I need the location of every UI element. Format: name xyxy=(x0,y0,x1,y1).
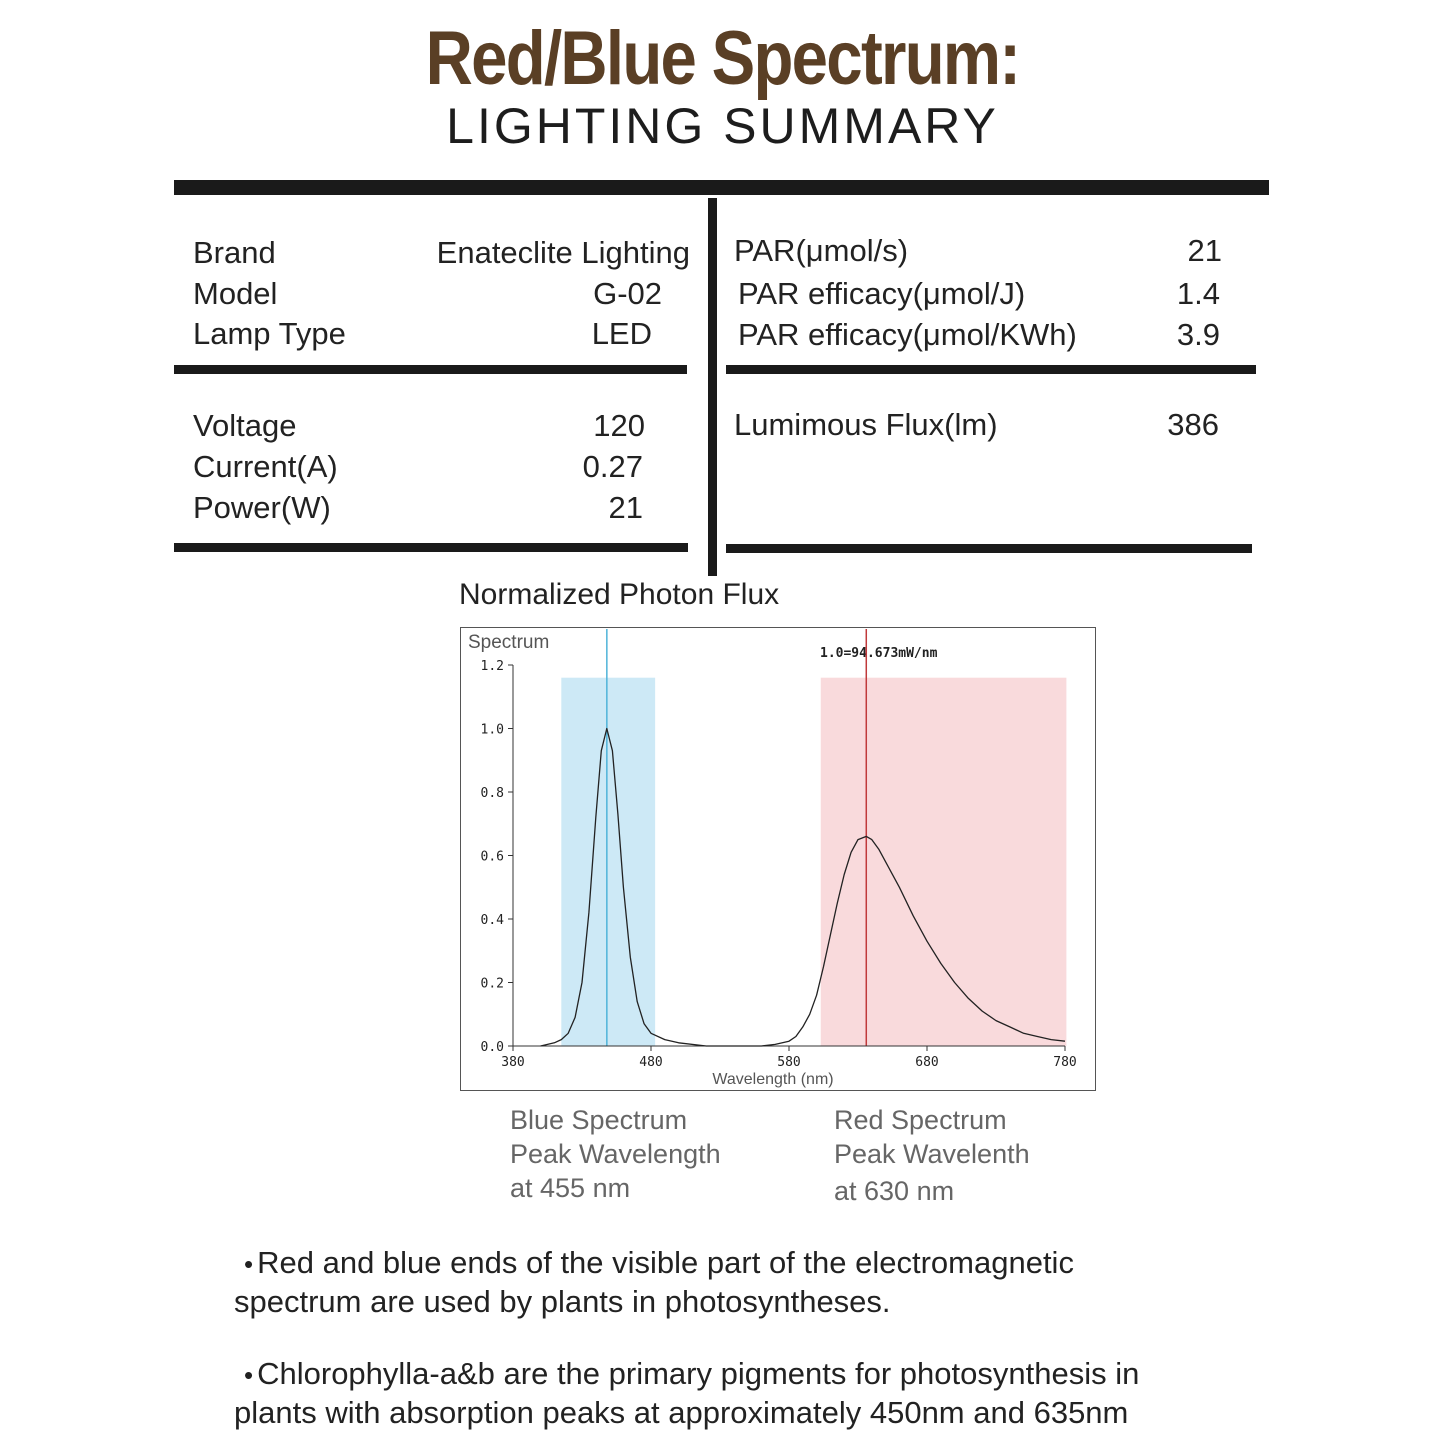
bullet-text: plants with absorption peaks at approximately 450nm and 635nm xyxy=(234,1395,1129,1430)
bullet-item xyxy=(234,1244,1244,1321)
x-tick-label: 680 xyxy=(915,1055,939,1070)
spec-value: 0.27 xyxy=(582,449,643,484)
spec-value: LED xyxy=(591,316,652,351)
x-tick-label: 380 xyxy=(501,1055,525,1070)
left-mid-rule xyxy=(174,365,687,374)
x-tick-label: 480 xyxy=(639,1055,663,1070)
red-caption-line: Red Spectrum xyxy=(834,1105,1007,1135)
spec-label: Voltage xyxy=(193,408,297,443)
spec-label: PAR efficacy(μmol/J) xyxy=(738,276,1026,311)
spec-label: Lamp Type xyxy=(193,316,346,351)
spec-value: 21 xyxy=(1187,233,1222,268)
spec-label: Current(A) xyxy=(193,449,338,484)
blue-caption-line: Peak Wavelength xyxy=(510,1139,721,1169)
y-tick-label: 0.4 xyxy=(480,913,504,928)
spec-value: 21 xyxy=(608,490,643,525)
y-tick-label: 0.6 xyxy=(480,849,504,865)
spec-value: 120 xyxy=(593,408,645,443)
blue-caption-line: Blue Spectrum xyxy=(510,1105,688,1135)
right-mid-rule xyxy=(726,365,1256,374)
blue-caption xyxy=(510,1103,721,1205)
center-divider xyxy=(708,198,717,576)
spectrum-chart xyxy=(461,628,1094,1089)
y-tick-label: 0.0 xyxy=(480,1040,504,1055)
spec-label: Model xyxy=(193,276,278,311)
spec-value: 386 xyxy=(1167,407,1219,442)
left-bottom-rule xyxy=(174,543,688,552)
chart-panel-label: Spectrum xyxy=(468,632,550,653)
spec-label: PAR(μmol/s) xyxy=(734,233,909,268)
right-bottom-rule xyxy=(726,544,1252,553)
bullet-marker: • xyxy=(244,1249,254,1279)
spectrum-chart-frame xyxy=(460,627,1096,1091)
spec-value: Enateclite Lighting xyxy=(436,235,690,270)
chart-annotation: 1.0=94.673mW/nm xyxy=(820,646,938,661)
page-subtitle: LIGHTING SUMMARY xyxy=(446,98,999,154)
x-tick-label: 780 xyxy=(1053,1055,1077,1070)
bullet-item xyxy=(234,1355,1244,1432)
spec-label: Brand xyxy=(193,235,276,270)
spec-label: PAR efficacy(μmol/KWh) xyxy=(738,317,1077,352)
x-tick-label: 580 xyxy=(777,1055,801,1070)
red-caption-line: at 630 nm xyxy=(834,1176,955,1206)
bullet-text: spectrum are used by plants in photosyntheses. xyxy=(234,1284,891,1319)
y-tick-label: 0.2 xyxy=(480,976,504,992)
bullet-marker: • xyxy=(244,1360,254,1390)
spec-value: 1.4 xyxy=(1176,276,1220,311)
bullet-text: Chlorophylla-a&b are the primary pigments for photosynthesis in xyxy=(257,1356,1140,1391)
top-rule xyxy=(174,180,1269,195)
chart-title: Normalized Photon Flux xyxy=(459,578,780,611)
red-caption xyxy=(834,1103,1030,1208)
y-tick-label: 1.0 xyxy=(480,722,504,738)
spec-label: Lumimous Flux(lm) xyxy=(734,407,998,442)
y-tick-label: 1.2 xyxy=(480,659,504,674)
spec-value: G-02 xyxy=(593,276,662,311)
spectrum-band xyxy=(821,678,1067,1046)
x-axis-label: Wavelength (nm) xyxy=(712,1071,834,1088)
red-caption-line: Peak Wavelenth xyxy=(834,1139,1030,1169)
spec-value: 3.9 xyxy=(1176,317,1220,352)
blue-caption-line: at 455 nm xyxy=(510,1173,631,1203)
spec-label: Power(W) xyxy=(193,490,331,525)
bullet-text: Red and blue ends of the visible part of the electromagnetic xyxy=(257,1245,1074,1280)
page-title: Red/Blue Spectrum: xyxy=(425,16,1020,101)
y-tick-label: 0.8 xyxy=(480,786,504,801)
